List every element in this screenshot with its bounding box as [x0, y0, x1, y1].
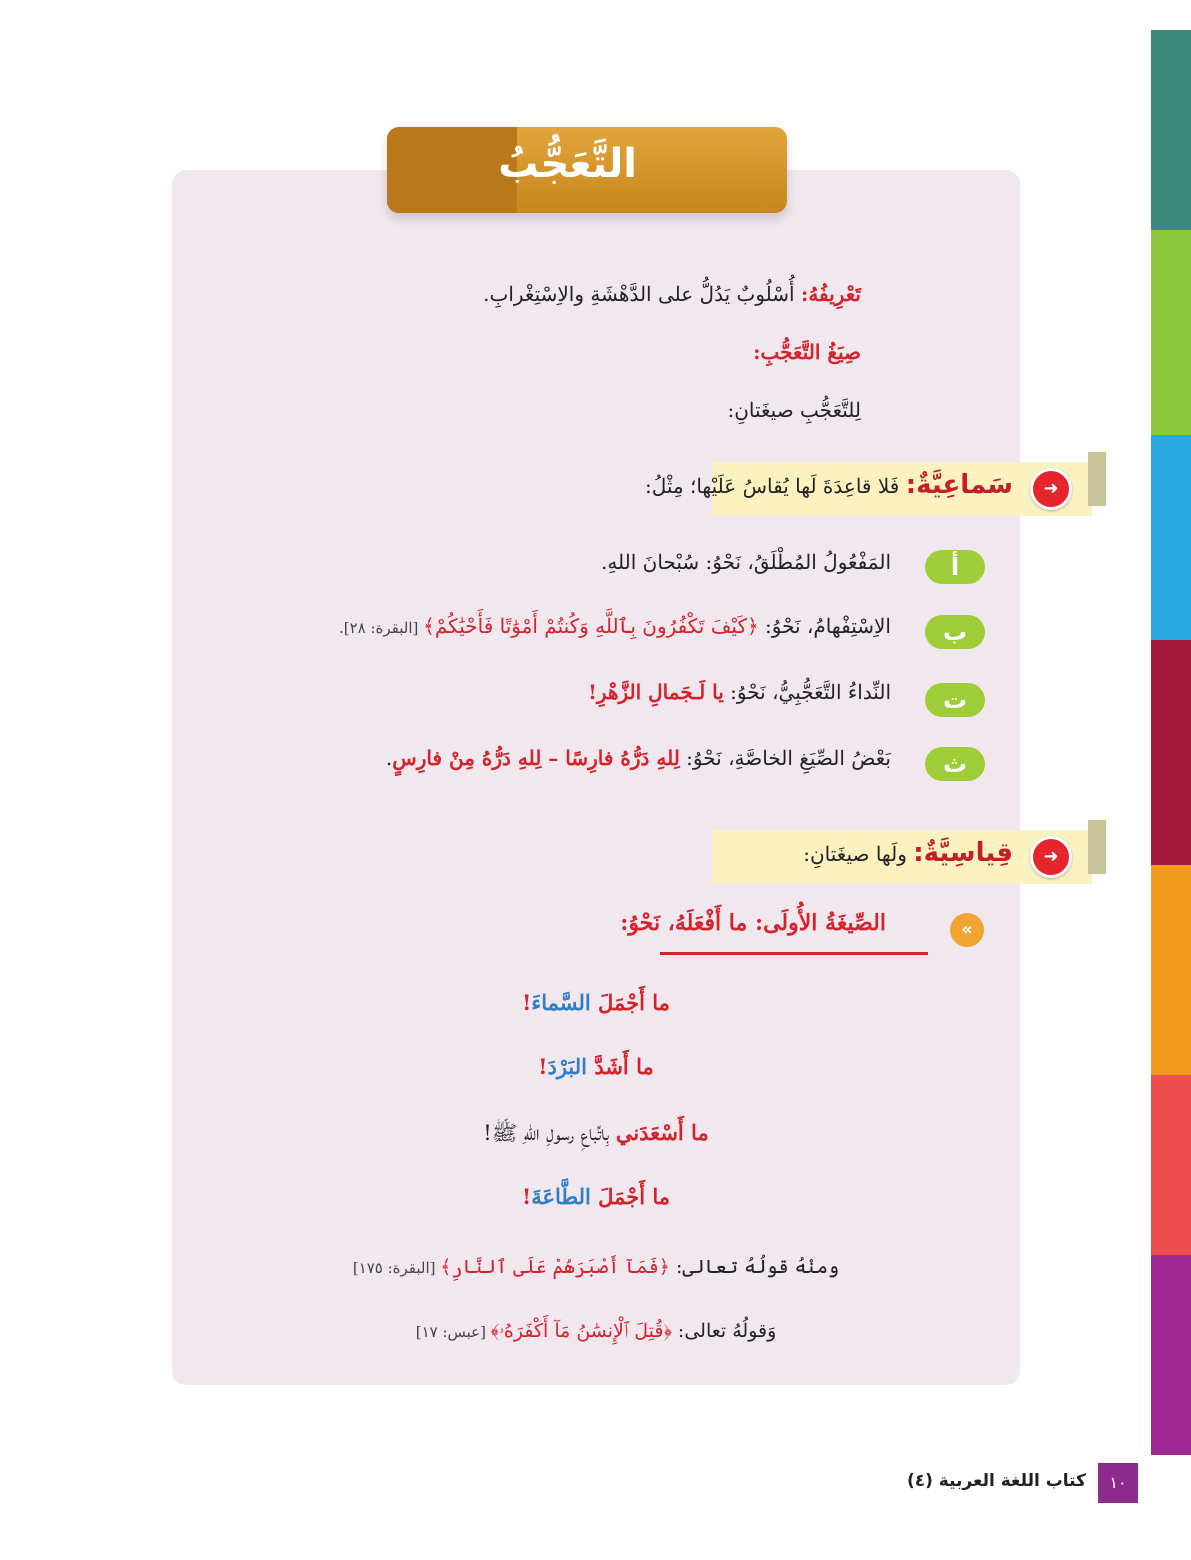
verse-reference: [البقرة: ١٧٥] — [352, 1259, 441, 1277]
samaiya-text: فَلا قاعِدَةَ لَها يُقاسُ عَلَيْها؛ مِثْلُ: — [644, 474, 906, 498]
example-highlight: يا لَـجَمالِ الزَّهْرِ! — [588, 680, 724, 704]
book-title: كتاب اللغة العربية (٤) — [906, 1471, 1086, 1491]
color-tab — [1151, 1255, 1191, 1455]
item-letter-badge: أ — [925, 550, 985, 584]
heading-underline — [660, 952, 928, 955]
double-chevron-icon: « — [950, 913, 984, 947]
lesson-title: التَّعَجُّبُ — [498, 141, 637, 187]
example-line: ما أَسْعَدَني بِاتِّباعِ رسولِ اللهِ ﷺ! — [483, 1120, 709, 1145]
arrow-left-icon: ➜ — [1030, 468, 1072, 510]
example-line: ما أَجْمَلَ السَّماءَ! — [522, 990, 670, 1015]
verse-reference: [عبس: ١٧] — [415, 1323, 491, 1341]
definition-line — [483, 282, 861, 306]
example-line: ما أَجْمَلَ الطَّاعَةَ! — [521, 1184, 670, 1209]
item-text: النِّداءُ التَّعَجُّبِيُّ، نَحْوُ: يا لَـجَمالِ الزَّهْرِ! — [588, 680, 891, 704]
quran-quote: ﴿قُتِلَ ٱلْإِنسَٰنُ مَآ أَكْفَرَهُۥ﴾ — [490, 1320, 672, 1342]
item-text: بَعْضُ الصِّيَغِ الخاصَّةِ، نَحْوُ: لِلهِ دَرُّهُ فارِسًا – لِلهِ دَرُّهُ مِنْ فارِسٍ. — [385, 746, 891, 770]
quran-quote: ﴿فَمَآ أَصْبَرَهُمْ عَلَى ٱلنَّارِ﴾ — [440, 1256, 670, 1278]
item-letter-badge: ب — [925, 615, 985, 649]
quran-quote: ﴿كَيْفَ تَكْفُرُونَ بِٱللَّهِ وَكُنتُمْ أَمْوَٰتًا فَأَحْيَٰكُمْ﴾ — [423, 614, 759, 638]
samaiya-heading — [645, 470, 1013, 500]
band-fold — [1088, 820, 1106, 874]
samaiya-label: سَماعِيَّةٌ: — [905, 470, 1013, 500]
qiyasiya-text: ولَها صيغَتانِ: — [803, 842, 914, 866]
page-number: ١٠ — [1098, 1463, 1138, 1503]
item-text: المَفْعُولُ المُطْلَقُ، نَحْوُ: سُبْحانَ اللهِ. — [600, 550, 891, 574]
first-form-heading: الصِّيغَةُ الأُولَى: ما أَفْعَلَهُ، نَحْوُ: — [620, 910, 886, 936]
arrow-left-icon: ➜ — [1030, 836, 1072, 878]
color-tab — [1151, 1075, 1191, 1255]
item-letter-badge: ت — [925, 683, 985, 717]
item-text: الاِسْتِفْهامُ، نَحْوُ: ﴿كَيْفَ تَكْفُرُونَ بِٱللَّهِ وَكُنتُمْ أَمْوَٰتًا فَأَحْيَٰكُمْ﴾ [البقرة: ٢٨]. — [338, 614, 891, 638]
forms-heading: صِيَغُ التَّعَجُّبِ: — [753, 340, 861, 364]
color-tab — [1151, 865, 1191, 1075]
verse-line: ومنْهُ قولُهُ تعالى: ﴿فَمَآ أَصْبَرَهُمْ عَلَى ٱلنَّارِ﴾ [البقرة: ١٧٥] — [352, 1256, 840, 1278]
qiyasiya-label: قِياسِيَّةٌ: — [913, 838, 1013, 868]
color-tab — [1151, 640, 1191, 865]
example-highlight: لِلهِ دَرُّهُ فارِسًا – لِلهِ دَرُّهُ مِنْ فارِسٍ — [392, 746, 680, 770]
section-color-tabs — [1151, 30, 1191, 1455]
band-fold — [1088, 452, 1106, 506]
example-line: ما أَشَدَّ البَرْدَ! — [538, 1054, 654, 1079]
definition-text: أُسْلُوبٌ يَدُلُّ على الدَّهْشَةِ والاِسْتِغْرابِ. — [483, 282, 801, 306]
lesson-title-banner — [387, 127, 787, 215]
color-tab — [1151, 230, 1191, 435]
verse-reference: [البقرة: ٢٨]. — [338, 619, 424, 637]
qiyasiya-heading — [803, 838, 1013, 868]
color-tab — [1151, 30, 1191, 230]
definition-label: تَعْرِيفُهُ: — [800, 282, 861, 306]
item-letter-badge: ث — [925, 747, 985, 781]
forms-intro: لِلتَّعَجُّبِ صيغَتانِ: — [727, 398, 861, 422]
color-tab — [1151, 435, 1191, 640]
verse-line: وَقولُهُ تعالى: ﴿قُتِلَ ٱلْإِنسَٰنُ مَآ أَكْفَرَهُۥ﴾ [عبس: ١٧] — [415, 1320, 777, 1342]
